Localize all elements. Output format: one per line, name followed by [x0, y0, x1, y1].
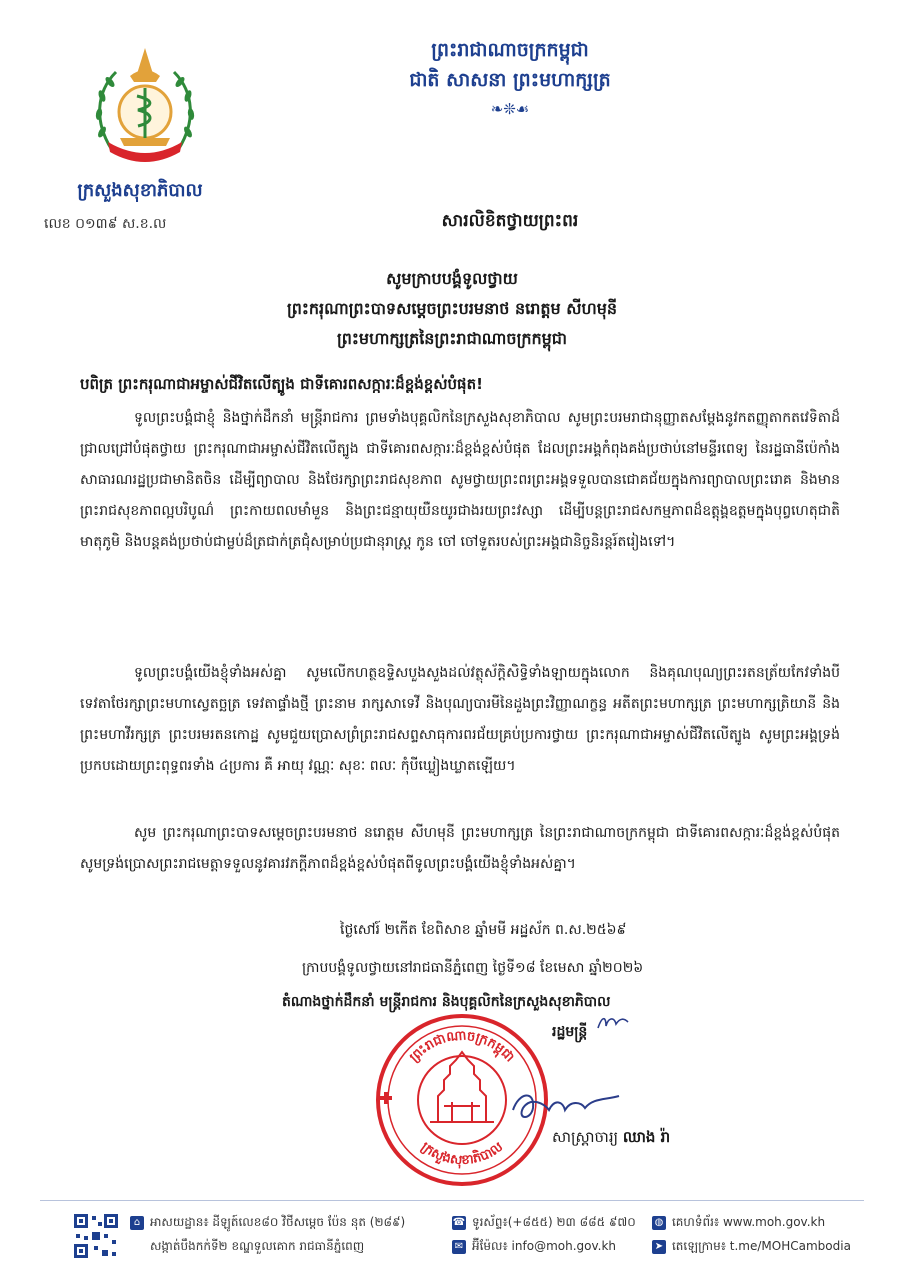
- footer-address-line-2: សង្កាត់បឹងកក់ទី២ ខណ្ឌទួលគោក រាជធានីភ្នំពេញ: [150, 1239, 365, 1253]
- kingdom-name: ព្រះរាជាណាចក្រកម្ពុជា: [431, 39, 589, 61]
- qr-code-icon: [72, 1212, 120, 1260]
- solar-date: ក្រាបបង្គំទូលថ្វាយនៅរាជធានីភ្នំពេញ ថ្ងៃទី១៨ ខែមេសា ឆ្នាំ២០២៦: [302, 960, 644, 976]
- body-paragraph-1: ទូលព្រះបង្គំជាខ្ញុំ និងថ្នាក់ដឹកនាំ មន្ត្រីរាជការ ព្រមទាំងបុគ្គលិកនៃក្រសួងសុខាភិបាល សូមព្រះបរមរាជានុញ្ញាតសម្តែងនូវកតញ្ញុតាកតវេទិតាដ៏ជ្រាលជ្រៅបំផុតថ្វាយ ព្រះករុណាជាអម្ចាស់ជីវិតលើត្បូង ជាទីគោរពសក្ការៈដ៏ខ្ពង់ខ្ពស់បំផុត ដែលព្រះអង្គកំពុងគង់ប្រថាប់នៅមន្ទីរពេទ្យ នៃរដ្ឋធានីប៉េកាំង សាធារណរដ្ឋប្រជាមានិតចិន ដើម្បីព្យាបាល និងថែរក្សាព្រះរាជសុខភាព សូមថ្វាយព្រះពរព្រះអង្គទទួលបានជោគជ័យក្នុងការព្យាបាលព្រះរោគ និងមានព្រះរាជសុខភាពល្អបរិបូណ៌ ព្រះកាយពលមាំមួន និងព្រះជន្មាយុយឺនយូរជាងរយព្រះវស្សា ដើម្បីបន្តព្រះរាជសកម្មភាពដ៏ឧត្តុង្គឧត្តមក្នុងបុព្វហេតុជាតិមាតុភូមិ និងបន្តគង់ប្រថាប់ជាម្លប់ដ៏ត្រជាក់ត្រជុំសម្រាប់ប្រជានុរាស្ត្រ កូន ចៅ ចៅទួតរបស់ព្រះអង្គជានិច្ចនិរន្តរ៍តរៀងទៅ។: [80, 410, 840, 550]
- signatory-representation: តំណាងថ្នាក់ដឹកនាំ មន្ត្រីរាជការ និងបុគ្គលិកនៃក្រសួងសុខាភិបាល: [282, 994, 611, 1010]
- footer-email[interactable]: អ៊ីម៉ែល៖ info@moh.gov.kh: [472, 1239, 617, 1253]
- handwritten-initial: [596, 1012, 630, 1034]
- greeting-line-3: ព្រះមហាក្សត្រនៃព្រះរាជាណាចក្រកម្ពុជា: [336, 329, 568, 348]
- ministry-logo: [90, 42, 200, 172]
- reference-number: លេខ ០១៣៩ ស.ខ.ល: [44, 216, 167, 232]
- document-title: សារលិខិតថ្វាយព្រះពរ: [441, 211, 579, 231]
- footer-telegram[interactable]: តេឡេក្រាម៖ t.me/MOHCambodia: [672, 1239, 851, 1253]
- handwritten-signature: [505, 1080, 625, 1130]
- signatory-position: រដ្ឋមន្ត្រី: [552, 1024, 588, 1040]
- national-motto: ជាតិ សាសនា ព្រះមហាក្សត្រ: [409, 69, 611, 91]
- lunar-date: ថ្ងៃសៅរ៍ ២កើត ខែពិសាខ ឆ្នាំមមី អដ្ឋស័ក ព.ស.២៥៦៩: [340, 922, 627, 938]
- greeting-line-1: សូមក្រាបបង្គំទូលថ្វាយ: [386, 269, 518, 288]
- telegram-icon: ➤: [652, 1240, 666, 1254]
- signer-name: ឈាង រ៉ា: [622, 1128, 671, 1146]
- greeting-line-2: ព្រះករុណាព្រះបាទសម្តេចព្រះបរមនាថ នរោត្តម សីហមុនី: [286, 299, 618, 318]
- seal-text-top: ព្រះរាជាណាចក្រកម្ពុជា: [407, 1028, 518, 1066]
- body-paragraph-2: ទូលព្រះបង្គំយើងខ្ញុំទាំងអស់គ្នា សូមលើកហត្ថឧទ្ទិសបួងសួងដល់វត្ថុស័ក្តិសិទ្ធិទាំងឡាយក្នុងលោក និងគុណបុណ្យព្រះរតនត្រ័យកែវទាំងបី ទេវតាថែរក្សាព្រះមហាស្វេតច្ឆត្រ ទេវតាផ្ទាំងថ្មី ព្រះនាម រាក្សសាទេវី និងបុណ្យបារមីនៃដួងព្រះវិញ្ញាណក្ខន្ធ អតីតព្រះមហាក្សត្រ ព្រះមហាក្សត្រិយានី និងព្រះមហាវីរក្សត្រ ព្រះបរមរតនកោដ្ឋ សូមជួយប្រោសព្រំព្រះរាជសព្ទសាធុការពរជ័យគ្រប់ប្រការថ្វាយ ព្រះករុណាជាអម្ចាស់ជីវិតលើត្បូង សូមព្រះអង្គទ្រង់ប្រកបដោយព្រះពុទ្ធពរទាំង ៤ប្រការ គឺ អាយុ វណ្ណៈ សុខៈ ពលៈ កុំបីឃ្លៀងឃ្លាតឡើយ។: [80, 665, 840, 774]
- signer-title: សាស្ត្រាចារ្យ: [552, 1128, 619, 1146]
- footer-address-line-1: អាសយដ្ឋាន៖ ដីឡូត៍លេខ៨០ វិថីសម្តេច ប៉ែន នុត (២៨៩): [150, 1215, 406, 1229]
- footer-divider: [40, 1200, 864, 1201]
- email-icon: ✉: [452, 1240, 466, 1254]
- body-paragraph-3: សូម ព្រះករុណាព្រះបាទសម្តេចព្រះបរមនាថ នរោត្តម សីហមុនី ព្រះមហាក្សត្រ នៃព្រះរាជាណាចក្រកម្ពុជា ជាទីគោរពសក្ការៈដ៏ខ្ពង់ខ្ពស់បំផុត សូមទ្រង់ប្រោសព្រះរាជមេត្តាទទួលនូវគារវភក្តីភាពដ៏ខ្ពង់ខ្ពស់បំផុតពីទូលព្រះបង្គំយើងខ្ញុំទាំងអស់គ្នា។: [80, 825, 840, 872]
- phone-icon: ☎: [452, 1217, 466, 1228]
- header-ornament: ❧❊☙: [490, 100, 530, 118]
- footer-phone: ទូរស័ព្ទ៖(+៨៥៥) ២៣ ៨៨៥ ៩៧០: [472, 1215, 636, 1229]
- footer-website[interactable]: គេហទំព័រ៖ www.moh.gov.kh: [672, 1215, 826, 1229]
- seal-text-bottom: ក្រសួងសុខាភិបាល: [418, 1139, 506, 1169]
- signer: [552, 1128, 670, 1150]
- salutation: បពិត្រ ព្រះករុណាជាអម្ចាស់ជីវិតលើត្បូង ជាទីគោរពសក្ការៈដ៏ខ្ពង់ខ្ពស់បំផុត!: [80, 375, 483, 393]
- ministry-name: ក្រសួងសុខាភិបាល: [77, 180, 203, 201]
- web-icon: ◍: [652, 1216, 666, 1230]
- location-icon: ⌂: [130, 1216, 144, 1230]
- svg-text:ព្រះរាជាណាចក្រកម្ពុជា: [407, 1028, 517, 1065]
